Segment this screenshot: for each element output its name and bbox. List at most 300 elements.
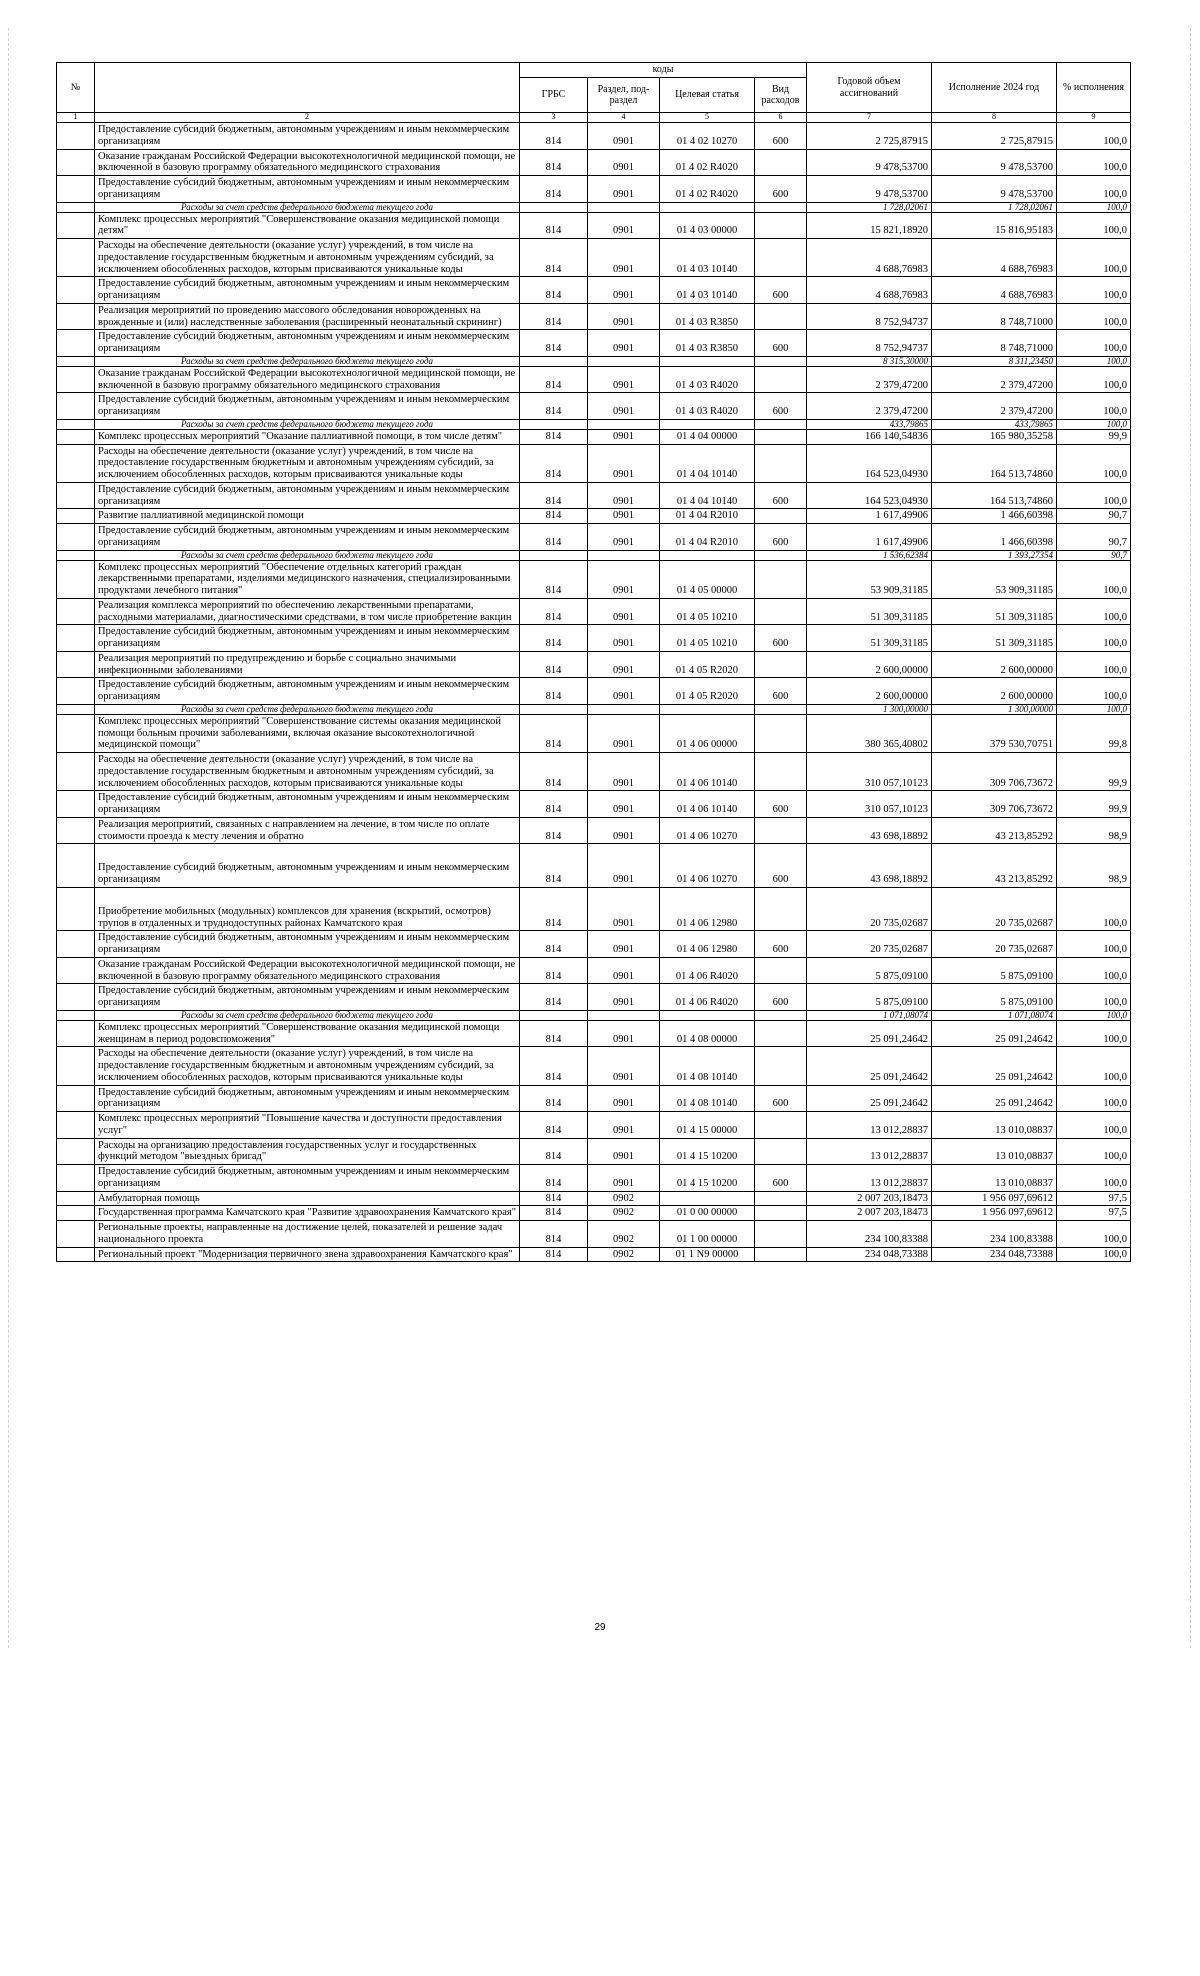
cell-name: Оказание гражданам Российской Федерации высокотехнологичной медицинской помощи, не включенной в базовую программу обязательного медицинского страхования <box>95 149 520 176</box>
cell-target-article <box>660 356 755 366</box>
cell-annual-allocation: 234 100,83388 <box>807 1221 932 1248</box>
cell-execution: 2 600,00000 <box>932 651 1057 678</box>
cell-execution: 1 300,00000 <box>932 704 1057 714</box>
cell-grbs: 814 <box>520 1085 588 1112</box>
table-row <box>57 1206 1131 1221</box>
header-razdel: Раздел, под-раздел <box>588 78 660 113</box>
cell-expense-type <box>755 704 807 714</box>
cell-target-article: 01 4 06 10270 <box>660 817 755 844</box>
cell-razdel: 0901 <box>588 1020 660 1047</box>
cell-execution: 1 466,60398 <box>932 524 1057 551</box>
cell-name: Предоставление субсидий бюджетным, автономным учреждениям и иным некоммерческим организациям <box>95 1085 520 1112</box>
cell-expense-type <box>755 1020 807 1047</box>
col-number: 7 <box>807 113 932 123</box>
cell-razdel: 0901 <box>588 303 660 330</box>
cell-name: Оказание гражданам Российской Федерации высокотехнологичной медицинской помощи, не включенной в базовую программу обязательного медицинского страхования <box>95 957 520 984</box>
cell-percent: 100,0 <box>1057 1165 1131 1192</box>
cell-num <box>57 887 95 931</box>
table-row <box>57 1138 1131 1165</box>
cell-execution: 2 725,87915 <box>932 123 1057 150</box>
cell-grbs: 814 <box>520 1165 588 1192</box>
cell-num <box>57 957 95 984</box>
cell-num <box>57 330 95 357</box>
cell-num <box>57 1247 95 1262</box>
cell-razdel: 0901 <box>588 149 660 176</box>
cell-target-article: 01 4 04 10140 <box>660 482 755 509</box>
col-number: 6 <box>755 113 807 123</box>
table-row <box>57 123 1131 150</box>
cell-percent: 98,9 <box>1057 817 1131 844</box>
cell-num <box>57 212 95 239</box>
cell-num <box>57 303 95 330</box>
cell-razdel: 0901 <box>588 1165 660 1192</box>
cell-percent: 100,0 <box>1057 444 1131 482</box>
cell-execution: 20 735,02687 <box>932 931 1057 958</box>
cell-grbs: 814 <box>520 753 588 791</box>
cell-annual-allocation: 166 140,54836 <box>807 429 932 444</box>
cell-expense-type <box>755 1138 807 1165</box>
cell-percent: 100,0 <box>1057 678 1131 705</box>
cell-percent: 100,0 <box>1057 704 1131 714</box>
page-number: 29 <box>594 1622 606 1633</box>
table-row <box>57 524 1131 551</box>
cell-num <box>57 524 95 551</box>
cell-name: Предоставление субсидий бюджетным, автономным учреждениям и иным некоммерческим организациям <box>95 524 520 551</box>
cell-execution: 309 706,73672 <box>932 753 1057 791</box>
header-pct: % исполнения <box>1057 63 1131 113</box>
cell-grbs: 814 <box>520 277 588 304</box>
cell-grbs <box>520 202 588 212</box>
cell-execution: 51 309,31185 <box>932 598 1057 625</box>
table-row <box>57 1247 1131 1262</box>
cell-razdel: 0901 <box>588 429 660 444</box>
cell-annual-allocation: 2 379,47200 <box>807 393 932 420</box>
cell-target-article <box>660 550 755 560</box>
table-row <box>57 366 1131 393</box>
cell-grbs: 814 <box>520 429 588 444</box>
cell-execution: 379 530,70751 <box>932 714 1057 752</box>
table-row <box>57 931 1131 958</box>
cell-name: Предоставление субсидий бюджетным, автономным учреждениям и иным некоммерческим организациям <box>95 277 520 304</box>
col-number: 8 <box>932 113 1057 123</box>
cell-razdel: 0901 <box>588 753 660 791</box>
cell-name: Реализация мероприятий, связанных с направлением на лечение, в том числе по оплате стоимости проезда к месту лечения и обратно <box>95 817 520 844</box>
cell-expense-type <box>755 239 807 277</box>
cell-grbs: 814 <box>520 509 588 524</box>
cell-target-article: 01 4 05 10210 <box>660 598 755 625</box>
table-row <box>57 393 1131 420</box>
cell-name: Предоставление субсидий бюджетным, автономным учреждениям и иным некоммерческим организациям <box>95 791 520 818</box>
cell-target-article: 01 4 05 R2020 <box>660 678 755 705</box>
federal-budget-row <box>57 550 1131 560</box>
table-row <box>57 1020 1131 1047</box>
cell-annual-allocation: 43 698,18892 <box>807 817 932 844</box>
cell-expense-type <box>755 149 807 176</box>
cell-execution: 13 010,08837 <box>932 1165 1057 1192</box>
cell-target-article: 01 4 06 R4020 <box>660 984 755 1011</box>
cell-execution: 1 728,02061 <box>932 202 1057 212</box>
cell-razdel: 0901 <box>588 482 660 509</box>
cell-percent: 100,0 <box>1057 366 1131 393</box>
cell-num <box>57 984 95 1011</box>
cell-percent: 100,0 <box>1057 887 1131 931</box>
cell-execution: 2 600,00000 <box>932 678 1057 705</box>
cell-percent: 100,0 <box>1057 625 1131 652</box>
cell-execution: 2 379,47200 <box>932 366 1057 393</box>
cell-annual-allocation: 20 735,02687 <box>807 887 932 931</box>
cell-percent: 99,8 <box>1057 714 1131 752</box>
cell-razdel: 0901 <box>588 277 660 304</box>
cell-percent: 100,0 <box>1057 1247 1131 1262</box>
cell-expense-type <box>755 356 807 366</box>
cell-percent: 100,0 <box>1057 277 1131 304</box>
cell-name: Предоставление субсидий бюджетным, автономным учреждениям и иным некоммерческим организациям <box>95 844 520 888</box>
cell-name: Предоставление субсидий бюджетным, автономным учреждениям и иным некоммерческим организациям <box>95 393 520 420</box>
cell-percent: 100,0 <box>1057 1010 1131 1020</box>
cell-execution: 15 816,95183 <box>932 212 1057 239</box>
cell-execution: 1 071,08074 <box>932 1010 1057 1020</box>
cell-target-article: 01 4 06 10270 <box>660 844 755 888</box>
table-row <box>57 957 1131 984</box>
table-row <box>57 678 1131 705</box>
header-csr: Целевая статья <box>660 78 755 113</box>
cell-grbs: 814 <box>520 1047 588 1085</box>
cell-percent: 99,9 <box>1057 753 1131 791</box>
cell-name: Расходы за счет средств федерального бюджета текущего года <box>95 1010 520 1020</box>
cell-grbs: 814 <box>520 303 588 330</box>
cell-razdel: 0901 <box>588 791 660 818</box>
cell-percent: 98,9 <box>1057 844 1131 888</box>
cell-expense-type <box>755 957 807 984</box>
table-row <box>57 444 1131 482</box>
cell-expense-type: 600 <box>755 524 807 551</box>
cell-annual-allocation: 8 752,94737 <box>807 303 932 330</box>
cell-percent: 100,0 <box>1057 957 1131 984</box>
cell-percent: 90,7 <box>1057 524 1131 551</box>
cell-razdel: 0901 <box>588 931 660 958</box>
cell-razdel: 0901 <box>588 957 660 984</box>
cell-target-article: 01 4 15 10200 <box>660 1165 755 1192</box>
cell-name: Предоставление субсидий бюджетным, автономным учреждениям и иным некоммерческим организациям <box>95 984 520 1011</box>
cell-name: Предоставление субсидий бюджетным, автономным учреждениям и иным некоммерческим организациям <box>95 123 520 150</box>
cell-percent: 100,0 <box>1057 123 1131 150</box>
column-number-row <box>57 113 1131 123</box>
cell-name: Расходы на обеспечение деятельности (оказание услуг) учреждений, в том числе на предоставление государственным бюджетным и автономным учреждениям субсидий, за исключением обособленных расходов, которым присваиваются уникальные коды <box>95 1047 520 1085</box>
scan-edge-right <box>1190 28 1192 1648</box>
cell-expense-type <box>755 817 807 844</box>
cell-grbs: 814 <box>520 625 588 652</box>
cell-grbs: 814 <box>520 366 588 393</box>
cell-razdel: 0901 <box>588 524 660 551</box>
cell-razdel <box>588 356 660 366</box>
cell-percent: 100,0 <box>1057 1085 1131 1112</box>
cell-annual-allocation: 9 478,53700 <box>807 176 932 203</box>
cell-annual-allocation: 2 379,47200 <box>807 366 932 393</box>
cell-grbs: 814 <box>520 791 588 818</box>
cell-annual-allocation: 53 909,31185 <box>807 560 932 598</box>
cell-target-article: 01 4 04 R2010 <box>660 509 755 524</box>
cell-name: Предоставление субсидий бюджетным, автономным учреждениям и иным некоммерческим организациям <box>95 176 520 203</box>
table-row <box>57 149 1131 176</box>
cell-annual-allocation: 4 688,76983 <box>807 277 932 304</box>
cell-percent: 100,0 <box>1057 1020 1131 1047</box>
cell-razdel: 0901 <box>588 714 660 752</box>
cell-execution: 1 956 097,69612 <box>932 1206 1057 1221</box>
cell-annual-allocation: 2 007 203,18473 <box>807 1191 932 1206</box>
cell-num <box>57 482 95 509</box>
cell-grbs: 814 <box>520 1206 588 1221</box>
cell-razdel <box>588 704 660 714</box>
cell-expense-type: 600 <box>755 984 807 1011</box>
cell-num <box>57 817 95 844</box>
cell-annual-allocation: 433,79865 <box>807 419 932 429</box>
cell-num <box>57 1165 95 1192</box>
cell-execution: 51 309,31185 <box>932 625 1057 652</box>
cell-num <box>57 1206 95 1221</box>
cell-annual-allocation: 2 600,00000 <box>807 651 932 678</box>
table-row <box>57 791 1131 818</box>
cell-annual-allocation: 13 012,28837 <box>807 1112 932 1139</box>
cell-execution: 53 909,31185 <box>932 560 1057 598</box>
cell-expense-type <box>755 1010 807 1020</box>
cell-annual-allocation: 2 007 203,18473 <box>807 1206 932 1221</box>
cell-razdel <box>588 550 660 560</box>
cell-percent: 100,0 <box>1057 984 1131 1011</box>
cell-grbs: 814 <box>520 678 588 705</box>
cell-razdel: 0901 <box>588 393 660 420</box>
cell-grbs: 814 <box>520 931 588 958</box>
table-row <box>57 509 1131 524</box>
cell-annual-allocation: 164 523,04930 <box>807 482 932 509</box>
cell-target-article <box>660 202 755 212</box>
cell-num <box>57 202 95 212</box>
cell-grbs: 814 <box>520 176 588 203</box>
col-number: 1 <box>57 113 95 123</box>
cell-razdel: 0901 <box>588 560 660 598</box>
cell-num <box>57 1221 95 1248</box>
cell-num <box>57 356 95 366</box>
cell-num <box>57 598 95 625</box>
cell-annual-allocation: 13 012,28837 <box>807 1138 932 1165</box>
cell-execution: 43 213,85292 <box>932 844 1057 888</box>
cell-name: Амбулаторная помощь <box>95 1191 520 1206</box>
cell-razdel: 0901 <box>588 817 660 844</box>
cell-execution: 25 091,24642 <box>932 1085 1057 1112</box>
cell-razdel <box>588 1010 660 1020</box>
cell-grbs: 814 <box>520 524 588 551</box>
cell-name: Предоставление субсидий бюджетным, автономным учреждениям и иным некоммерческим организациям <box>95 678 520 705</box>
cell-target-article: 01 4 03 R4020 <box>660 366 755 393</box>
cell-execution: 5 875,09100 <box>932 957 1057 984</box>
cell-grbs: 814 <box>520 482 588 509</box>
cell-razdel: 0901 <box>588 887 660 931</box>
federal-budget-row <box>57 419 1131 429</box>
cell-execution: 4 688,76983 <box>932 277 1057 304</box>
cell-num <box>57 1010 95 1020</box>
cell-execution: 8 748,71000 <box>932 303 1057 330</box>
cell-razdel: 0901 <box>588 366 660 393</box>
cell-percent: 100,0 <box>1057 651 1131 678</box>
cell-target-article: 01 4 08 10140 <box>660 1047 755 1085</box>
cell-target-article: 01 4 06 R4020 <box>660 957 755 984</box>
cell-name: Предоставление субсидий бюджетным, автономным учреждениям и иным некоммерческим организациям <box>95 482 520 509</box>
federal-budget-row <box>57 1010 1131 1020</box>
header-row-1 <box>57 63 1131 78</box>
cell-expense-type <box>755 303 807 330</box>
cell-grbs: 814 <box>520 1191 588 1206</box>
cell-num <box>57 1020 95 1047</box>
cell-target-article: 01 4 02 10270 <box>660 123 755 150</box>
cell-num <box>57 239 95 277</box>
cell-expense-type: 600 <box>755 123 807 150</box>
table-row <box>57 844 1131 888</box>
cell-expense-type <box>755 550 807 560</box>
cell-annual-allocation: 51 309,31185 <box>807 625 932 652</box>
cell-grbs: 814 <box>520 714 588 752</box>
cell-razdel: 0901 <box>588 239 660 277</box>
cell-grbs: 814 <box>520 817 588 844</box>
cell-name: Расходы за счет средств федерального бюджета текущего года <box>95 419 520 429</box>
cell-percent: 100,0 <box>1057 1047 1131 1085</box>
scan-edge-left <box>8 28 10 1648</box>
col-number: 3 <box>520 113 588 123</box>
cell-expense-type <box>755 1206 807 1221</box>
cell-target-article: 01 4 06 10140 <box>660 753 755 791</box>
cell-num <box>57 1047 95 1085</box>
cell-razdel: 0901 <box>588 984 660 1011</box>
cell-target-article: 01 4 15 00000 <box>660 1112 755 1139</box>
cell-name: Реализация мероприятий по предупреждению и борьбе с социально значимыми инфекционными заболеваниями <box>95 651 520 678</box>
table-row <box>57 212 1131 239</box>
cell-annual-allocation: 1 617,49906 <box>807 524 932 551</box>
cell-name: Комплекс процессных мероприятий "Обеспечение отдельных категорий граждан лекарственными препаратами, изделиями медицинского назначения, специализированными продуктами лечебного питания" <box>95 560 520 598</box>
table-row <box>57 560 1131 598</box>
cell-target-article: 01 4 03 10140 <box>660 239 755 277</box>
cell-annual-allocation: 8 315,30000 <box>807 356 932 366</box>
cell-execution: 2 379,47200 <box>932 393 1057 420</box>
cell-num <box>57 366 95 393</box>
cell-target-article <box>660 1191 755 1206</box>
federal-budget-row <box>57 202 1131 212</box>
cell-num <box>57 704 95 714</box>
cell-num <box>57 550 95 560</box>
cell-annual-allocation: 15 821,18920 <box>807 212 932 239</box>
cell-expense-type <box>755 444 807 482</box>
cell-percent: 100,0 <box>1057 560 1131 598</box>
cell-percent: 100,0 <box>1057 356 1131 366</box>
cell-num <box>57 429 95 444</box>
cell-expense-type <box>755 1221 807 1248</box>
table-row <box>57 625 1131 652</box>
cell-grbs: 814 <box>520 239 588 277</box>
cell-name: Комплекс процессных мероприятий "Оказание паллиативной помощи, в том числе детям" <box>95 429 520 444</box>
col-number: 4 <box>588 113 660 123</box>
cell-target-article: 01 4 05 00000 <box>660 560 755 598</box>
cell-percent: 100,0 <box>1057 393 1131 420</box>
table-row <box>57 277 1131 304</box>
cell-razdel: 0901 <box>588 1085 660 1112</box>
cell-grbs: 814 <box>520 149 588 176</box>
cell-execution: 5 875,09100 <box>932 984 1057 1011</box>
table-row <box>57 817 1131 844</box>
cell-grbs: 814 <box>520 844 588 888</box>
cell-annual-allocation: 13 012,28837 <box>807 1165 932 1192</box>
cell-percent: 100,0 <box>1057 239 1131 277</box>
cell-execution: 13 010,08837 <box>932 1138 1057 1165</box>
cell-expense-type <box>755 429 807 444</box>
cell-num <box>57 651 95 678</box>
cell-num <box>57 419 95 429</box>
cell-annual-allocation: 2 725,87915 <box>807 123 932 150</box>
cell-name: Расходы за счет средств федерального бюджета текущего года <box>95 202 520 212</box>
cell-target-article: 01 4 06 10140 <box>660 791 755 818</box>
cell-execution: 164 513,74860 <box>932 482 1057 509</box>
cell-name: Развитие паллиативной медицинской помощи <box>95 509 520 524</box>
table-row <box>57 1165 1131 1192</box>
cell-expense-type <box>755 509 807 524</box>
header-num: № <box>57 63 95 113</box>
cell-target-article: 01 4 03 00000 <box>660 212 755 239</box>
cell-target-article: 01 1 00 00000 <box>660 1221 755 1248</box>
cell-grbs: 814 <box>520 212 588 239</box>
cell-expense-type: 600 <box>755 277 807 304</box>
cell-execution: 20 735,02687 <box>932 887 1057 931</box>
cell-execution: 234 048,73388 <box>932 1247 1057 1262</box>
cell-execution: 1 393,27354 <box>932 550 1057 560</box>
col-number: 9 <box>1057 113 1131 123</box>
cell-num <box>57 753 95 791</box>
table-row <box>57 598 1131 625</box>
cell-razdel <box>588 419 660 429</box>
cell-expense-type: 600 <box>755 482 807 509</box>
cell-percent: 100,0 <box>1057 931 1131 958</box>
cell-expense-type: 600 <box>755 330 807 357</box>
cell-razdel: 0901 <box>588 1112 660 1139</box>
cell-target-article: 01 4 05 R2020 <box>660 651 755 678</box>
cell-razdel: 0901 <box>588 678 660 705</box>
table-row <box>57 482 1131 509</box>
budget-execution-table <box>56 62 1131 1262</box>
cell-grbs <box>520 1010 588 1020</box>
cell-razdel: 0901 <box>588 844 660 888</box>
cell-percent: 99,9 <box>1057 429 1131 444</box>
cell-percent: 90,7 <box>1057 509 1131 524</box>
cell-razdel: 0901 <box>588 598 660 625</box>
cell-percent: 100,0 <box>1057 303 1131 330</box>
cell-execution: 164 513,74860 <box>932 444 1057 482</box>
cell-percent: 100,0 <box>1057 598 1131 625</box>
table-row <box>57 1191 1131 1206</box>
cell-target-article: 01 4 06 00000 <box>660 714 755 752</box>
cell-percent: 100,0 <box>1057 1112 1131 1139</box>
cell-annual-allocation: 25 091,24642 <box>807 1020 932 1047</box>
cell-expense-type: 600 <box>755 678 807 705</box>
cell-expense-type <box>755 212 807 239</box>
cell-annual-allocation: 25 091,24642 <box>807 1085 932 1112</box>
cell-name: Региональный проект "Модернизация первичного звена здравоохранения Камчатского края" <box>95 1247 520 1262</box>
cell-expense-type <box>755 366 807 393</box>
cell-expense-type: 600 <box>755 176 807 203</box>
table-row <box>57 303 1131 330</box>
cell-num <box>57 444 95 482</box>
table-row <box>57 887 1131 931</box>
cell-razdel: 0902 <box>588 1221 660 1248</box>
cell-target-article: 01 4 04 00000 <box>660 429 755 444</box>
cell-expense-type <box>755 1112 807 1139</box>
cell-percent: 100,0 <box>1057 419 1131 429</box>
table-row <box>57 1112 1131 1139</box>
cell-execution: 8 311,23450 <box>932 356 1057 366</box>
